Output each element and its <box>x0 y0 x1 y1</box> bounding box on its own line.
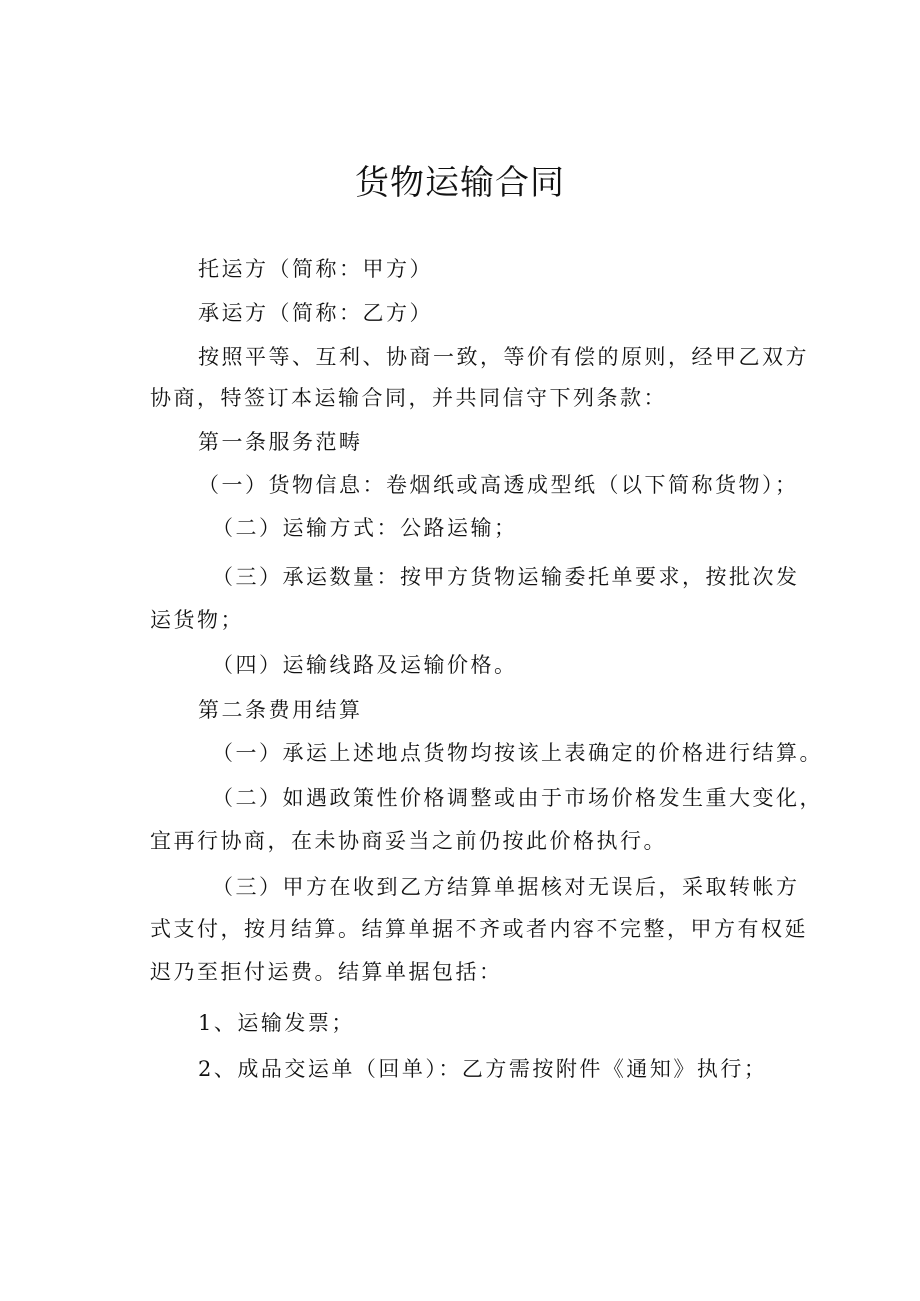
article-2-item-3-line-1: （三）甲方在收到乙方结算单据核对无误后，采取转帐方 <box>212 875 800 899</box>
article-1-heading: 第一条服务范畴 <box>198 430 363 454</box>
article-1-item-4: （四）运输线路及运输价格。 <box>212 653 518 677</box>
article-2-item-2-line-1: （二）如遇政策性价格调整或由于市场价格发生重大变化， <box>212 786 823 810</box>
article-1-item-1: （一）货物信息：卷烟纸或高透成型纸（以下简称货物）； <box>198 473 799 497</box>
party-b-line: 承运方（简称：乙方） <box>198 301 433 325</box>
article-1-item-2: （二）运输方式：公路运输； <box>212 516 518 540</box>
settlement-doc-1: 1、运输发票； <box>198 1011 355 1035</box>
article-2-item-2-line-2: 宜再行协商，在未协商妥当之前仍按此价格执行。 <box>150 829 667 853</box>
preamble-line-2: 协商，特签订本运输合同，并共同信守下列条款： <box>150 386 667 410</box>
article-1-item-3-line-2: 运货物； <box>150 608 244 632</box>
document-title: 货物运输合同 <box>355 163 565 203</box>
article-2-item-1: （一）承运上述地点货物均按该上表确定的价格进行结算。 <box>212 741 823 765</box>
article-2-item-3-line-2: 式支付，按月结算。结算单据不齐或者内容不完整，甲方有权延 <box>150 917 808 941</box>
article-1-item-3-line-1: （三）承运数量：按甲方货物运输委托单要求，按批次发 <box>212 565 800 589</box>
preamble-line-1: 按照平等、互利、协商一致，等价有偿的原则，经甲乙双方 <box>198 345 809 369</box>
article-2-item-3-line-3: 迟乃至拒付运费。结算单据包括： <box>150 960 503 984</box>
settlement-doc-2: 2、成品交运单（回单）：乙方需按附件《通知》执行； <box>198 1057 768 1081</box>
article-2-heading: 第二条费用结算 <box>198 698 363 722</box>
party-a-line: 托运方（简称：甲方） <box>198 257 433 281</box>
